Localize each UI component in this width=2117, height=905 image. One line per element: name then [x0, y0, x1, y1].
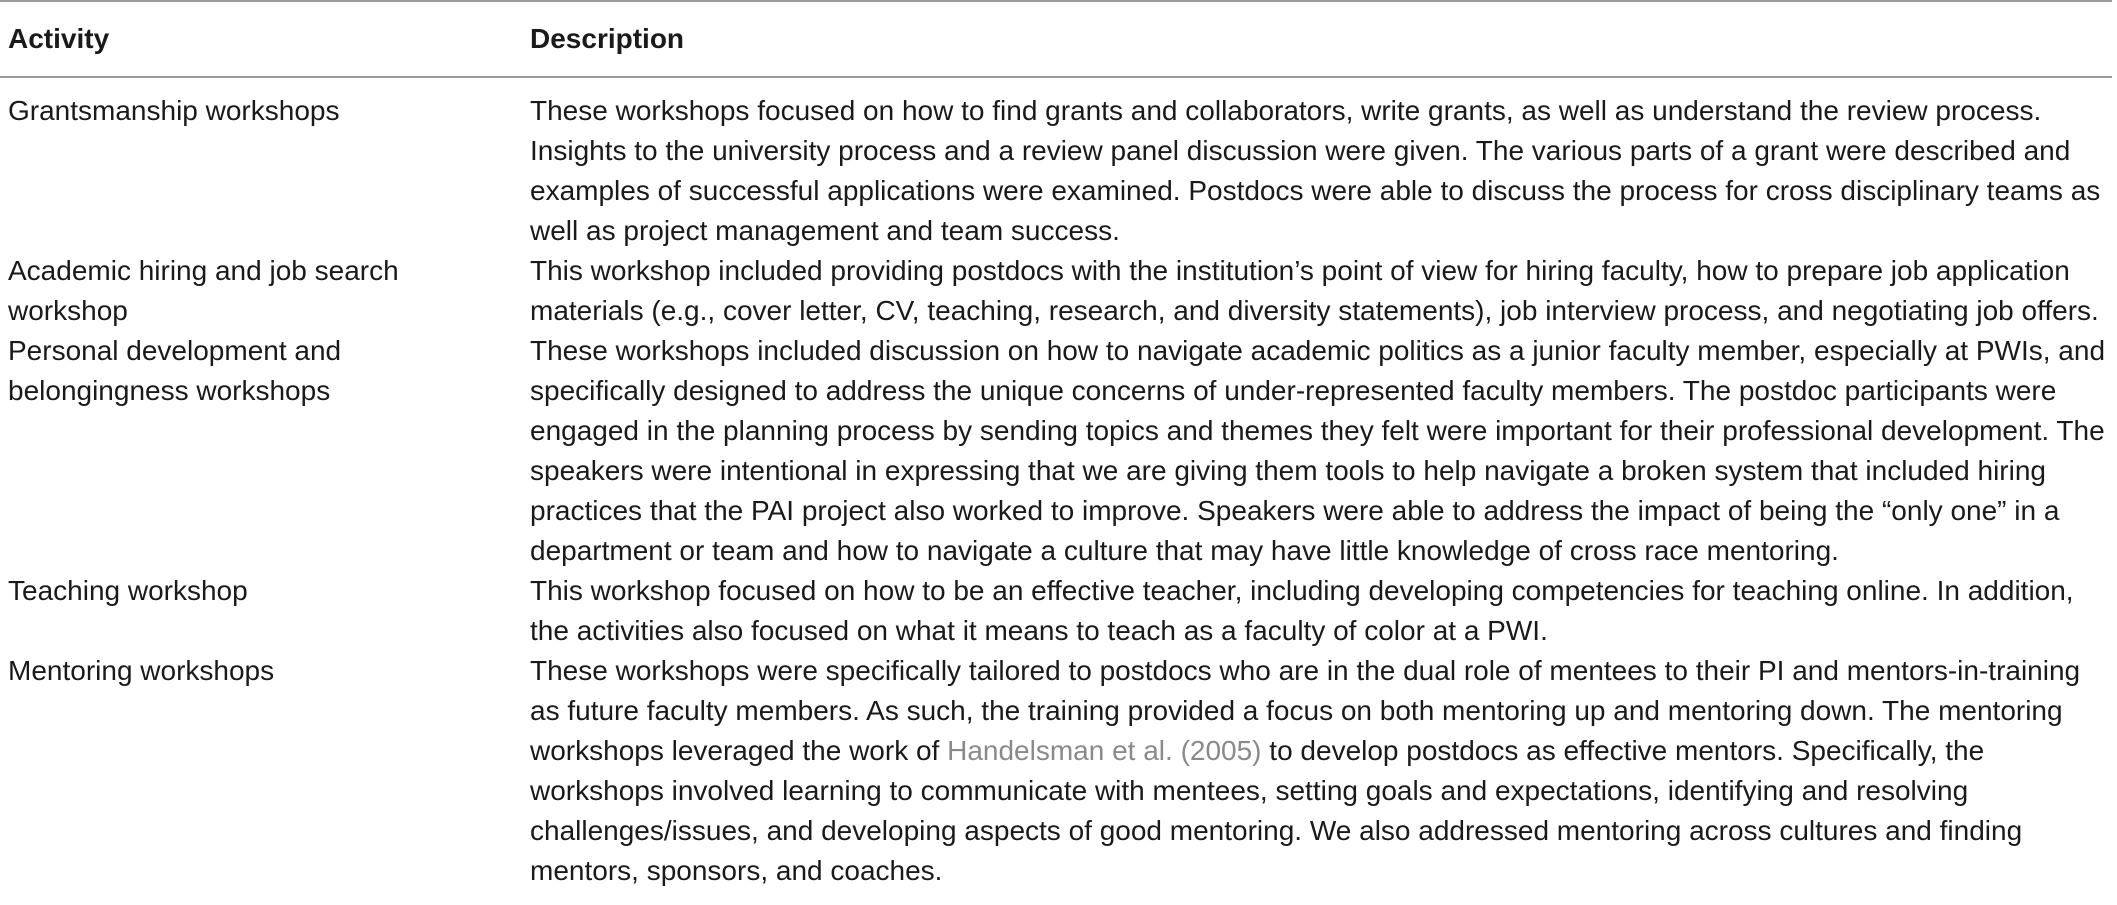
- activity-cell: Grantsmanship workshops: [8, 95, 340, 126]
- activity-cell: Personal development and belongingness workshops: [8, 335, 342, 406]
- table-header: [0, 1, 2112, 77]
- table-row: [0, 571, 2112, 651]
- description-cell: This workshop included providing postdocs with the institution’s point of view for hiring faculty, how to prepare job application materials (e.g., cover letter, CV, teaching, research, and diversity statements), job interview process, and negotiating job offers.: [530, 255, 2099, 326]
- table-row: [0, 331, 2112, 571]
- activity-cell: Teaching workshop: [8, 575, 248, 606]
- description-cell: [530, 651, 2112, 891]
- description-cell: This workshop focused on how to be an effective teacher, including developing competencies for teaching online. In addition, the activities also focused on what it means to teach as a faculty of color at a PWI.: [530, 575, 2074, 646]
- table-body: [0, 77, 2112, 891]
- description-cell: These workshops included discussion on how to navigate academic politics as a junior faculty member, especially at PWIs, and specifically designed to address the unique concerns of under-represented faculty members. The postdoc participants were engaged in the planning process by sending topics and themes they felt were important for their professional development. The speakers were intentional in expressing that we are giving them tools to help navigate a broken system that included hiring practices that the PAI project also worked to improve. Speakers were able to address the impact of being the “only one” in a department or team and how to navigate a culture that may have little knowledge of cross race mentoring.: [530, 335, 2106, 566]
- description-cell: These workshops focused on how to find grants and collaborators, write grants, as well as understand the review process. Insights to the university process and a review panel discussion were given. The various parts of a grant were described and examples of successful applications were examined. Postdocs were able to discuss the process for cross disciplinary teams as well as project management and team success.: [530, 95, 2101, 246]
- activity-cell: Mentoring workshops: [8, 655, 275, 686]
- table-row: [0, 77, 2112, 251]
- description-text-after: to develop postdocs as effective mentors. Specifically, the workshops involved learning to communicate with mentees, setting goals and expectations, identifying and resolving challenges/issues, and developing aspects of good mentoring. We also addressed mentoring across cultures and finding mentors, sponsors, and coaches.: [530, 735, 2023, 886]
- column-header-description: Description: [530, 1, 2112, 77]
- header-row: [0, 1, 2112, 77]
- citation-link[interactable]: Handelsman et al. (2005): [947, 735, 1262, 766]
- table-row: [0, 251, 2112, 331]
- column-header-activity: Activity: [0, 1, 530, 77]
- activity-cell: Academic hiring and job search workshop: [8, 255, 399, 326]
- description-text-before: These workshops were specifically tailored to postdocs who are in the dual role of mentees to their PI and mentors-in-training as future faculty members. As such, the training provided a focus on both mentoring up and mentoring down. The mentoring workshops leveraged the work of: [530, 655, 2081, 766]
- table-row: [0, 651, 2112, 891]
